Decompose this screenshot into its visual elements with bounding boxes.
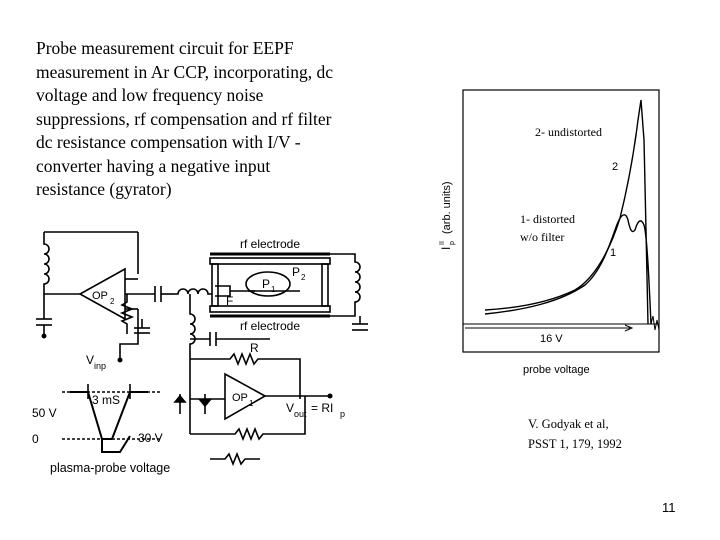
annotation-distorted-line2: w/o filter [520,230,565,244]
y-axis-label-sub: p [449,241,456,245]
p1-label: P [262,277,271,291]
op1-label: OP [232,392,248,404]
vout-equation: = RI [311,401,334,415]
y-axis-label-main: I [439,246,453,250]
p2-label: P [292,265,301,279]
scale-label: 16 V [540,333,563,345]
eepf-plot [430,80,680,380]
citation-line2: PSST 1, 179, 1992 [528,437,622,451]
p2-subscript: 2 [301,273,306,282]
r-label: R [250,341,259,355]
probe-circuit-diagram [30,224,410,486]
citation [526,414,676,458]
vinp-label: V [86,353,95,367]
page-number: 11 [662,500,676,515]
op1-subscript: 1 [249,399,254,408]
description-text: Probe measurement circuit for EEPF measurement in Ar CCP, incorporating, dc voltage and low frequency noise suppressions, rf compensation and rf filter dc resistance compensation with I/V - converter having a negative input resistance (gyrator) [36,38,333,199]
p1-subscript: 1 [271,285,276,294]
time-3ms-label: 3 mS [92,393,121,407]
annotation-undistorted: 2- undistorted [535,125,602,139]
voltage-0-label: 0 [32,432,39,446]
vinp-subscript: inp [94,361,107,371]
vout-equation-subscript: p [340,409,346,419]
vout-subscript: out [294,409,307,419]
waveform-caption: plasma-probe voltage [50,461,171,475]
curve-1-tag: 1 [610,247,617,259]
y-axis-label-sup: II [439,241,446,245]
curve-2-tag: 2 [612,161,619,173]
op2-label: OP [92,290,108,302]
x-axis-label: probe voltage [523,364,590,376]
rf-electrode-top-label: rf electrode [240,237,301,251]
rf-electrode-bottom-label: rf electrode [240,319,301,333]
op2-subscript: 2 [110,297,115,306]
voltage-50-label: 50 V [32,406,57,420]
voltage-30-label: 30 V [138,431,163,445]
annotation-distorted-line1: 1- distorted [520,212,575,226]
citation-line1: V. Godyak et al, [528,417,609,431]
f-label: F [226,294,234,308]
y-axis-label-units: (arb. units) [441,181,453,234]
vout-label: V [286,401,295,415]
